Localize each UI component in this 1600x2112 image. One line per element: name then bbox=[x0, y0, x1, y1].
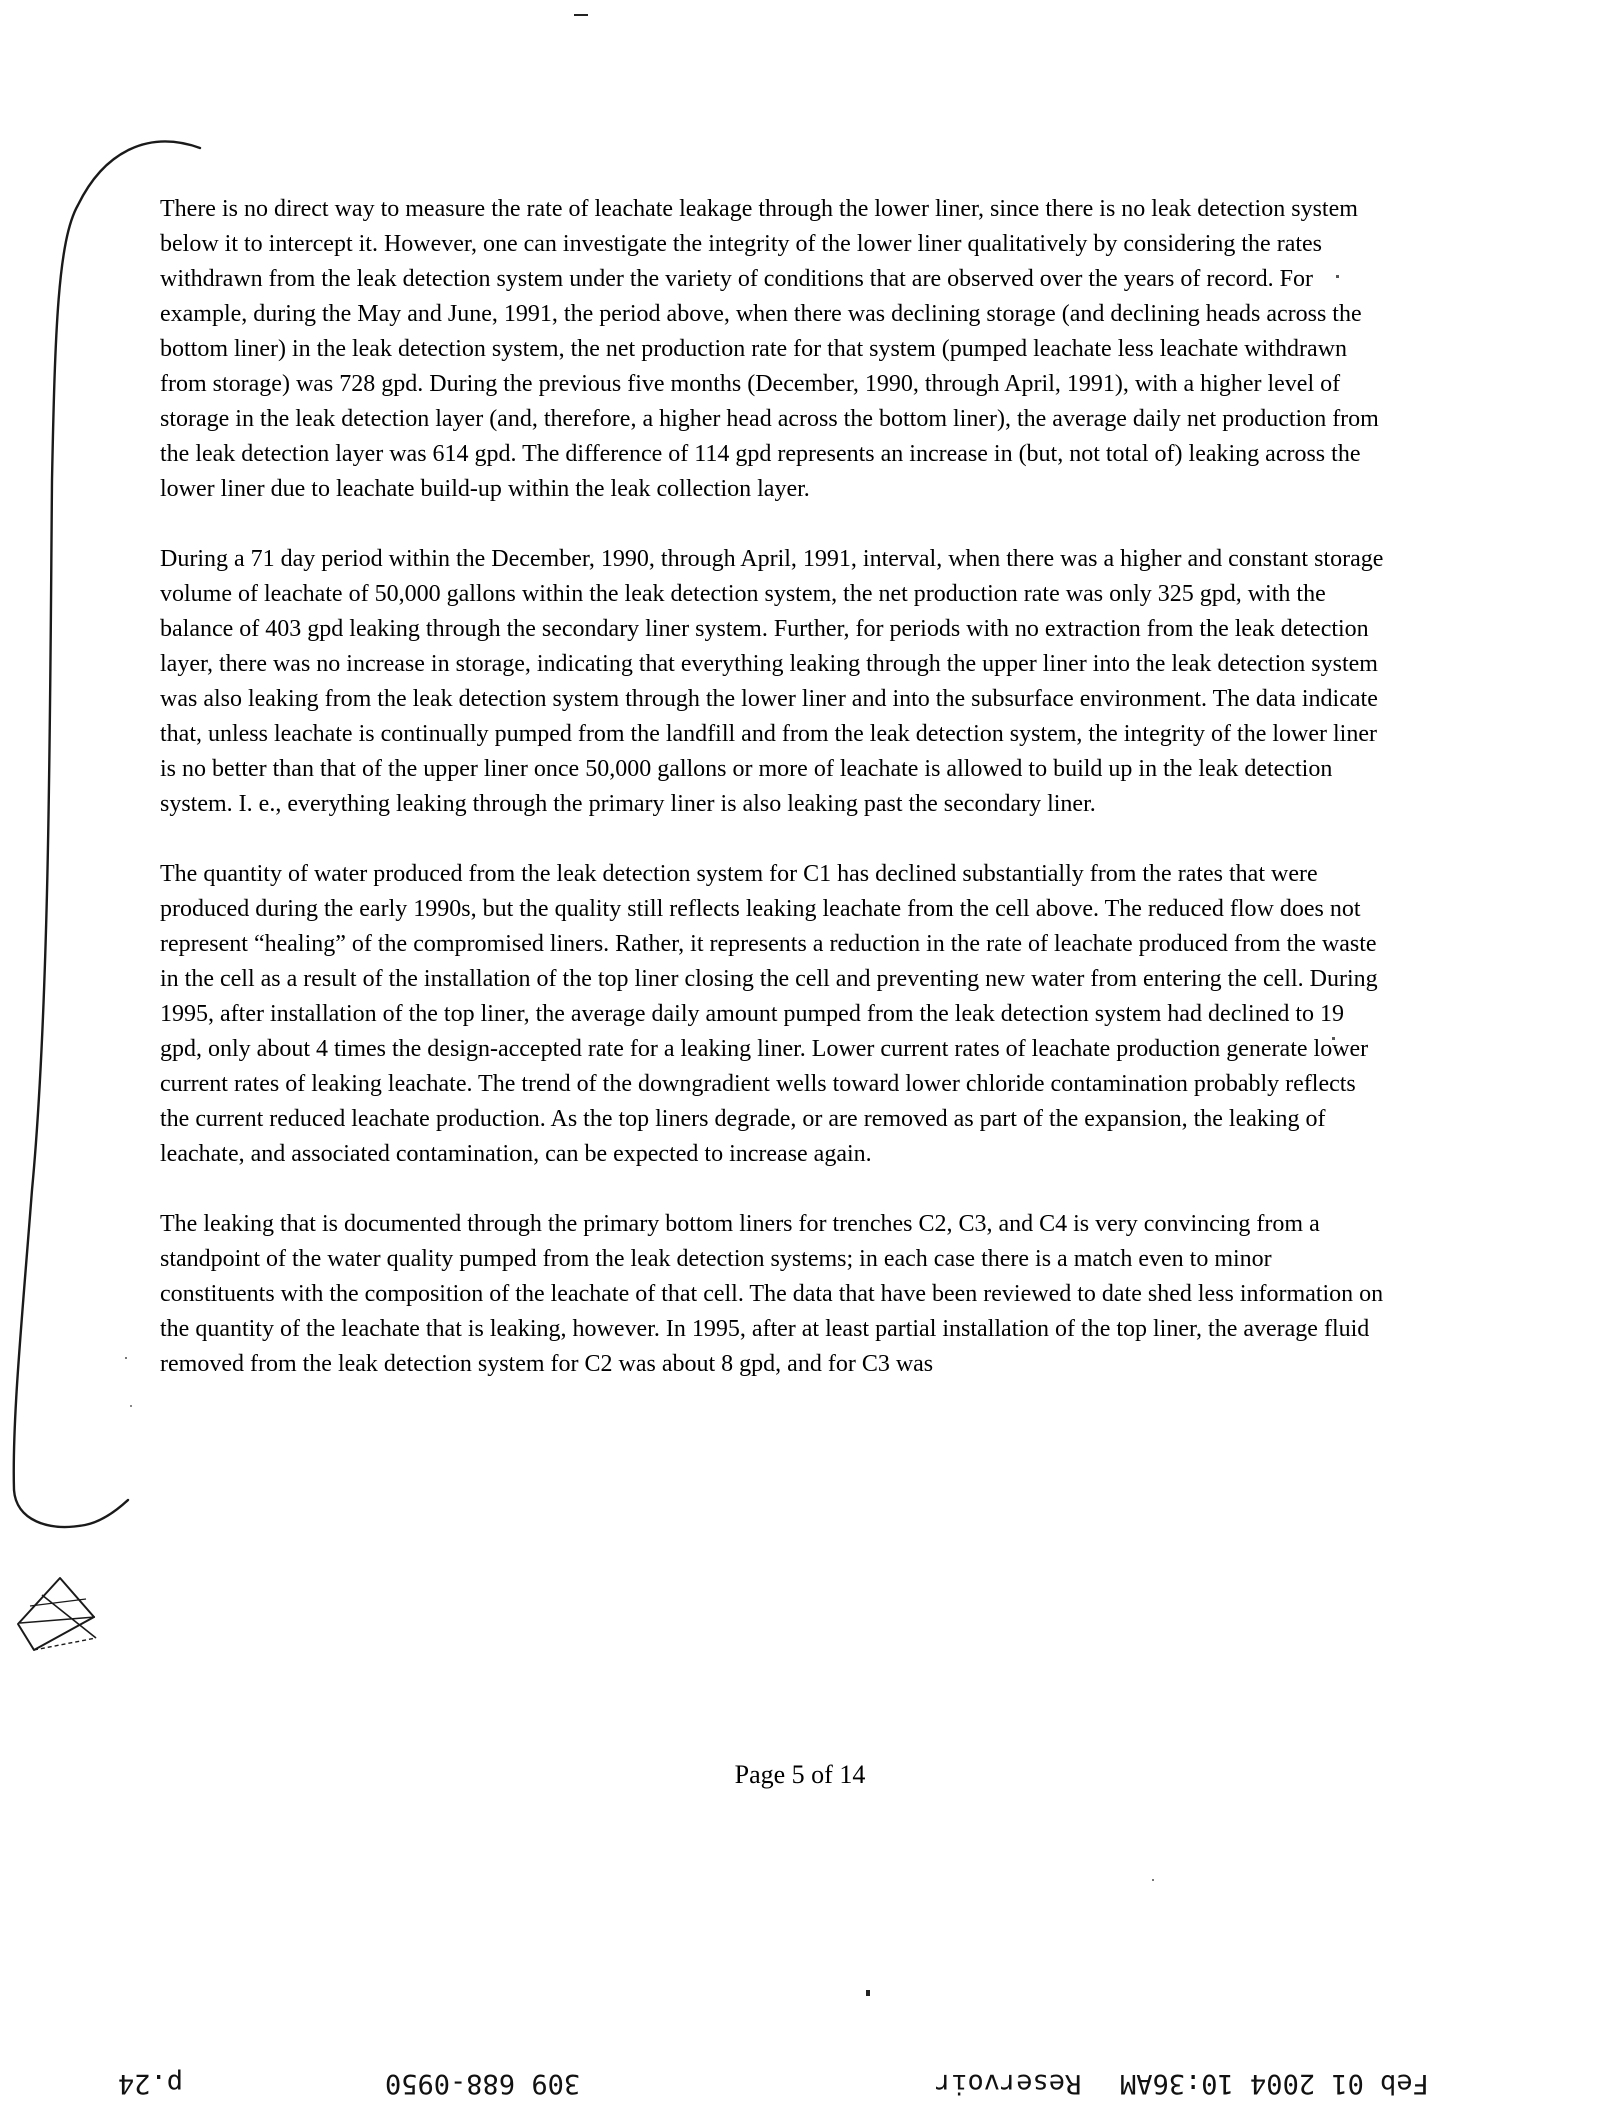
paragraph: During a 71 day period within the December, 1990, through April, 1991, interval, when there was a higher and constant storage volume of leachate of 50,000 gallons within the leak detection system, the net production rate was only 325 gpd, with the balance of 403 gpd leaking through the secondary liner system. Further, for periods with no extraction from the leak detection layer, there was no increase in storage, indicating that everything leaking through the upper liner into the leak detection system was also leaking from the leak detection system through the lower liner and into the subsurface environment. The data indicate that, unless leachate is continually pumped from the landfill and from the leak detection system, the integrity of the lower liner is no better than that of the upper liner once 50,000 gallons or more of leachate is allowed to build up in the leak detection system. I. e., everything leaking through the primary liner is also leaking past the secondary liner. bbox=[160, 546, 1384, 817]
paragraph: There is no direct way to measure the rate of leachate leakage through the lower liner, since there is no leak detection system below it to intercept it. However, one can investigate the integrity of the lower liner qualitatively by considering the rates withdrawn from the leak detection system under the variety of conditions that are observed over the years of record. For example, during the May and June, 1991, the period above, when there was declining storage (and declining heads across the bottom liner) in the leak detection system, the net production rate for that system (pumped leachate less leachate withdrawn from storage) was 728 gpd. During the previous five months (December, 1990, through April, 1991), with a higher level of storage in the leak detection layer (and, therefore, a higher head across the bottom liner), the average daily net production from the leak detection layer was 614 gpd. The difference of 114 gpd represents an increase in (but, not total of) leaking across the lower liner due to leachate build-up within the leak collection layer. bbox=[160, 196, 1379, 502]
fax-phone-number: 309 688-0950 bbox=[385, 2068, 581, 2099]
page-number: Page 5 of 14 bbox=[734, 1760, 866, 1789]
fax-date-time: Feb 01 2004 10:36AM bbox=[1120, 2068, 1429, 2099]
body-text bbox=[160, 192, 1390, 1382]
paragraph: The leaking that is documented through the primary bottom liners for trenches C2, C3, and C4 is very convincing from a standpoint of the water quality pumped from the leak detection systems; in each case there is a match even to minor constituents with the composition of the leachate of that cell. The data that have been reviewed to date shed less information on the quantity of the leachate that is leaking, however. In 1995, after at least partial installation of the top liner, the average fluid removed from the leak detection system for C2 was about 8 gpd, and for C3 was bbox=[160, 1211, 1384, 1377]
paragraph: The quantity of water produced from the leak detection system for C1 has declined substantially from the rates that were produced during the early 1990s, but the quality still reflects leaking leachate from the cell above. The reduced flow does not represent “healing” of the compromised liners. Rather, it represents a reduction in the rate of leachate produced from the waste in the cell as a result of the installation of the top liner closing the cell and preventing new water from entering the cell. During 1995, after installation of the top liner, the average daily amount pumped from the leak detection system had declined to 19 gpd, only about 4 times the design-accepted rate for a leaking liner. Lower current rates of leachate production generate lower current rates of leaking leachate. The trend of the downgradient wells toward lower chloride contamination probably reflects the current reduced leachate production. As the top liners degrade, or are removed as part of the expansion, the leaking of leachate, and associated contamination, can be expected to increase again. bbox=[160, 861, 1378, 1167]
fax-page-number: p.24 bbox=[118, 2068, 184, 2099]
fax-sender: Reservoir bbox=[935, 2068, 1082, 2099]
